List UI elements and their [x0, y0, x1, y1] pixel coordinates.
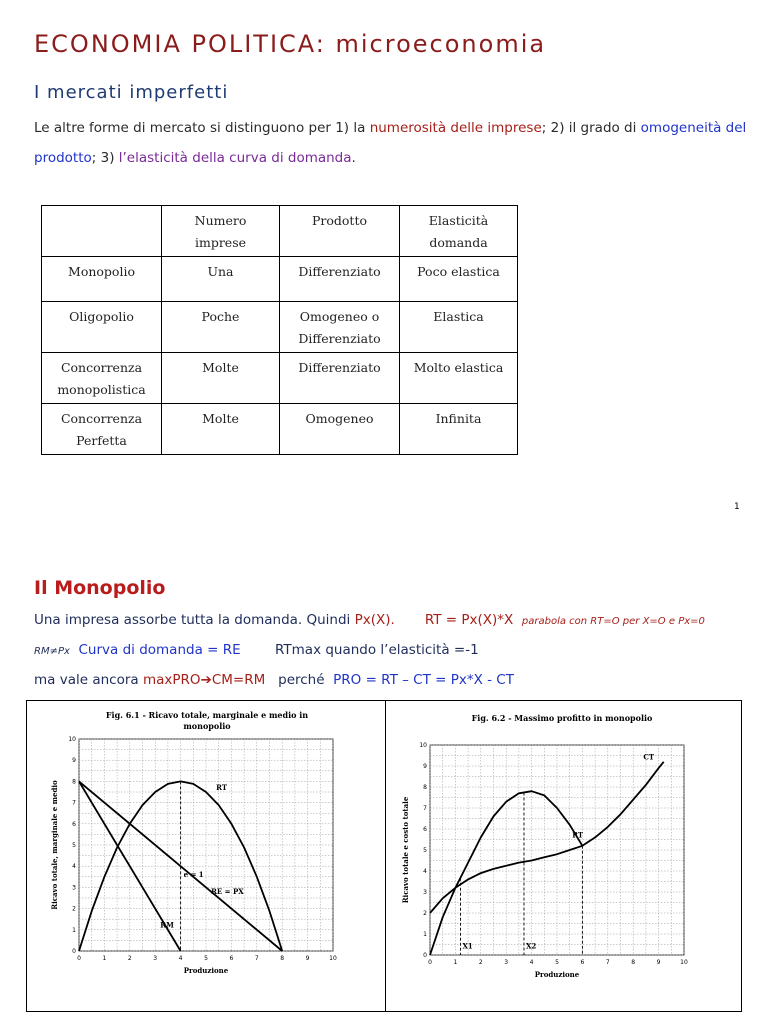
intro-text-3: ; 2) il grado di: [541, 120, 641, 136]
y-tick-label: 5: [72, 842, 76, 849]
intro-text-5: ; 3): [91, 150, 119, 166]
table-cell: Molto elastica: [400, 353, 518, 404]
x-tick-label: 2: [478, 959, 483, 966]
line2-rtmax: RTmax quando l’elasticità =-1: [275, 642, 479, 658]
x-tick-label: 8: [631, 959, 636, 966]
chart-title: monopolio: [183, 721, 231, 731]
y-tick-label: 6: [72, 820, 76, 828]
y-tick-label: 9: [72, 757, 76, 765]
x-tick-label: 3: [153, 955, 158, 962]
chart-6-1: [27, 701, 385, 1011]
intro-text-1: Le altre forme di mercato si distinguono per 1) la: [34, 120, 370, 136]
series-rt-label: RT: [216, 782, 228, 792]
chart-annotation: X1: [462, 941, 473, 951]
x-tick-label: 10: [329, 955, 337, 962]
table-cell: Oligopolio: [42, 302, 162, 353]
table-cell: Molte: [162, 404, 280, 455]
table-cell: Omogeneo o Differenziato: [280, 302, 400, 353]
series-rm-label: RM: [160, 920, 174, 930]
y-tick-label: 8: [72, 778, 76, 786]
y-tick-label: 0: [423, 952, 427, 959]
x-tick-label: 0: [77, 955, 81, 962]
table-cell: Poco elastica: [400, 257, 518, 302]
y-tick-label: 7: [72, 799, 76, 807]
table-header-cell: Elasticità domanda: [400, 206, 518, 257]
line3-perche: perché: [278, 672, 325, 688]
y-tick-label: 1: [72, 926, 76, 934]
y-tick-label: 10: [68, 736, 76, 743]
monopolio-line-2: [34, 642, 479, 658]
monopolio-line-3: [34, 672, 514, 688]
y-tick-label: 6: [423, 826, 427, 833]
table-cell: Elastica: [400, 302, 518, 353]
x-tick-label: 4: [529, 959, 534, 966]
intro-elasticity: l’elasticità della curva di domanda: [118, 150, 352, 166]
y-tick-label: 2: [423, 910, 427, 917]
line3-text: ma vale ancora: [34, 672, 143, 688]
y-axis-label: Ricavo totale, marginale e medio: [50, 780, 59, 910]
table-cell: Poche: [162, 302, 280, 353]
page-number: 1: [734, 502, 740, 512]
chart-annotation: e = 1: [183, 869, 204, 879]
y-tick-label: 3: [72, 884, 76, 892]
table-row: [42, 404, 518, 455]
line3-maxpro: maxPRO➔CM=RM: [142, 672, 266, 688]
intro-numerosity: numerosità delle imprese: [369, 120, 542, 136]
table-row: [42, 353, 518, 404]
table-row: [42, 257, 518, 302]
x-tick-label: 5: [555, 959, 559, 966]
table-cell: Molte: [162, 353, 280, 404]
market-forms-table: [41, 205, 518, 455]
y-tick-label: 5: [423, 847, 427, 854]
x-tick-label: 0: [428, 959, 432, 966]
y-tick-label: 7: [423, 805, 427, 812]
series-re-px-label: RE = PX: [211, 886, 244, 896]
table-header-row: [42, 206, 518, 257]
y-tick-label: 4: [72, 863, 76, 871]
table-row: [42, 302, 518, 353]
page-title: ECONOMIA POLITICA: microeconomia: [34, 30, 547, 58]
table-header-cell: Numero imprese: [162, 206, 280, 257]
y-tick-label: 9: [423, 763, 427, 770]
x-tick-label: 9: [656, 959, 661, 966]
table-cell: Differenziato: [280, 353, 400, 404]
table-cell: Concorrenza monopolistica: [42, 353, 162, 404]
chart-title: Fig. 6.2 - Massimo profitto in monopolio: [471, 713, 653, 723]
x-axis-label: Produzione: [534, 970, 580, 979]
chart-title: Fig. 6.1 - Ricavo totale, marginale e medio in: [105, 710, 309, 720]
x-tick-label: 1: [102, 955, 107, 962]
y-tick-label: 0: [72, 948, 76, 955]
x-tick-label: 3: [504, 959, 509, 966]
line1-text: Una impresa assorbe tutta la domanda. Quindi: [34, 612, 355, 628]
table-cell: Omogeneo: [280, 404, 400, 455]
intro-homogeneity: omogeneità del prodotto: [34, 120, 747, 166]
chart-annotation: X2: [525, 941, 537, 951]
line1-rt-formula: RT = Px(X)*X: [424, 612, 514, 628]
x-tick-label: 8: [280, 955, 285, 962]
x-tick-label: 10: [680, 959, 688, 966]
line1-price-function: Px(X).: [354, 612, 395, 628]
table-cell: Monopolio: [42, 257, 162, 302]
figure-6-1: [26, 700, 386, 1012]
series-ct-label: CT: [643, 752, 655, 762]
x-tick-label: 1: [453, 959, 458, 966]
section-subtitle: I mercati imperfetti: [34, 82, 229, 103]
y-tick-label: 4: [423, 868, 427, 875]
intro-text-7: .: [351, 150, 356, 166]
y-tick-label: 10: [419, 742, 427, 749]
table-cell: Infinita: [400, 404, 518, 455]
line1-parabola-note: parabola con RT=O per X=O e Px=0: [521, 616, 705, 627]
x-tick-label: 5: [204, 955, 208, 962]
y-tick-label: 1: [423, 931, 427, 938]
x-tick-label: 2: [127, 955, 132, 962]
table-cell: Una: [162, 257, 280, 302]
intro-paragraph: [34, 113, 754, 173]
chart-6-2: [386, 701, 741, 1011]
line2-demand-curve: Curva di domanda = RE: [78, 642, 241, 658]
x-tick-label: 9: [305, 955, 310, 962]
table-cell: Differenziato: [280, 257, 400, 302]
monopolio-heading: Il Monopolio: [34, 577, 166, 599]
line3-pro-formula: PRO = RT – CT = Px*X - CT: [333, 672, 514, 688]
y-tick-label: 8: [423, 784, 427, 791]
figure-6-2: [385, 700, 742, 1012]
y-tick-label: 2: [72, 905, 76, 913]
series-rt-label: RT: [572, 830, 584, 840]
table-header-cell: Prodotto: [280, 206, 400, 257]
monopolio-line-1: [34, 612, 705, 628]
y-axis-label: Ricavo totale e costo totale: [401, 796, 410, 904]
table-header-cell: [42, 206, 162, 257]
x-tick-label: 7: [254, 955, 259, 962]
x-tick-label: 6: [580, 959, 585, 966]
x-tick-label: 7: [605, 959, 610, 966]
x-tick-label: 6: [229, 955, 234, 962]
y-tick-label: 3: [423, 889, 427, 896]
table-cell: Concorrenza Perfetta: [42, 404, 162, 455]
line2-rm-neq-px: RM≠Px: [34, 646, 70, 657]
x-axis-label: Produzione: [183, 966, 229, 975]
x-tick-label: 4: [178, 955, 183, 962]
